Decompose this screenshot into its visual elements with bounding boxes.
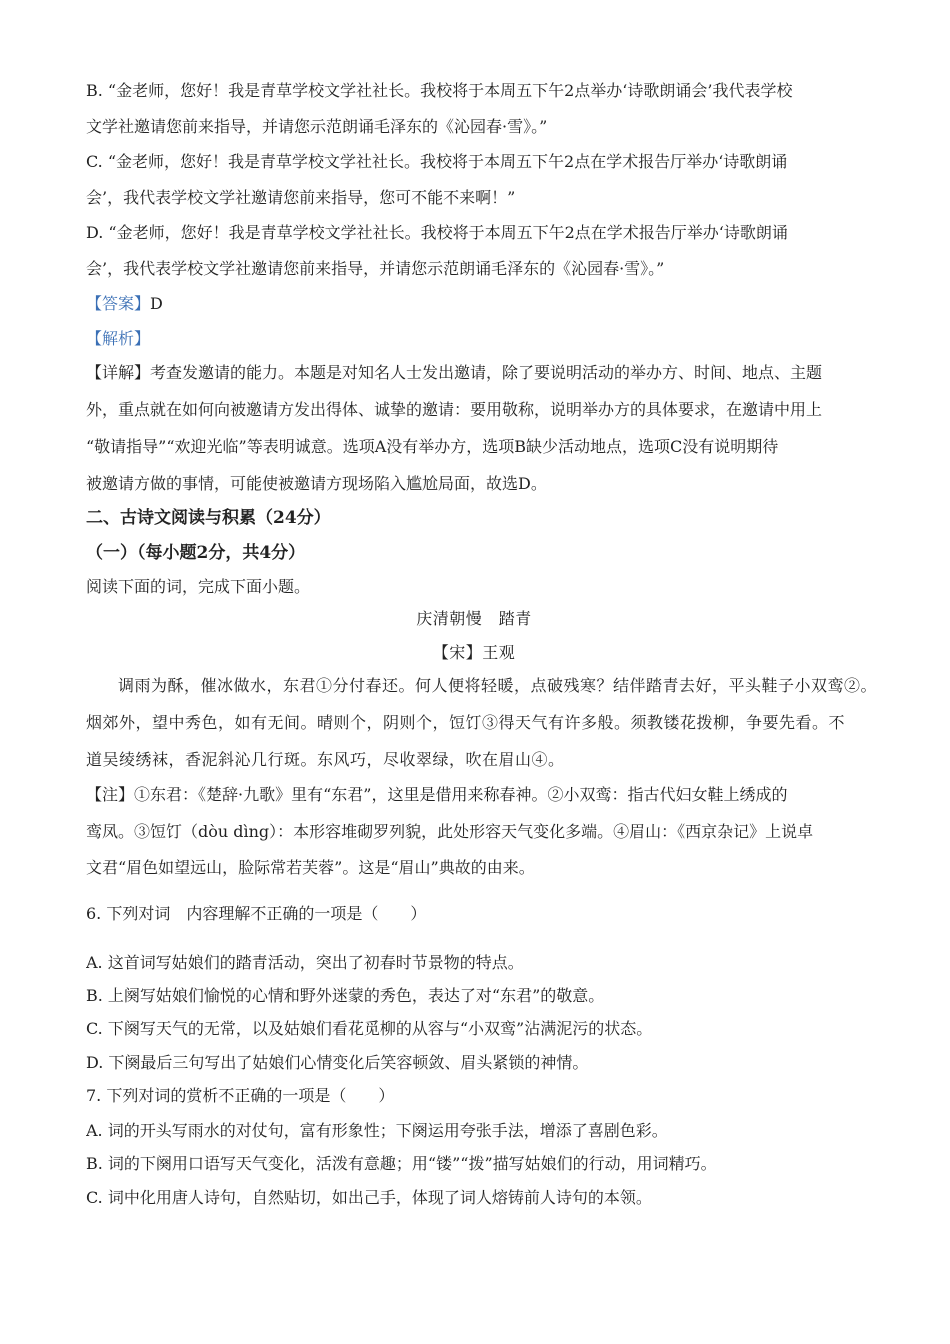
q7-option-b: B. 词的下阕用口语写天气变化，活泼有意趣；用“镂”“拨”描写姑娘们的行动，用词精巧。 (86, 1154, 717, 1173)
section-instruction: 阅读下面的词，完成下面小题。 (86, 577, 311, 596)
q6-stem: 6. 下列对词 内容理解不正确的一项是（ ） (86, 904, 427, 923)
poem-line-3: 道吴绫绣袜，香泥斜沁几行斑。东风巧，尽收翠绿，吹在眉山④。 (86, 750, 565, 769)
answer-value: D (150, 294, 163, 313)
section-subtitle: （一）（每小题2分，共4分） (86, 543, 306, 563)
notes-line-2: 鸾凤。③饾饤（dòu dìng）：本形容堆砌罗列貌，此处形容天气变化多端。④眉山：《西京杂记》上说卓 (86, 822, 814, 841)
detail-line-3: “敬请指导”“欢迎光临”等表明诚意。选项A没有举办方，选项B缺少活动地点，选项C没有说明期待 (86, 437, 779, 456)
option-d-line-2: 会’，我代表学校文学社邀请您前来指导，并请您示范朗诵毛泽东的《沁园春·雪》。” (86, 259, 665, 278)
q6-option-a: A. 这首词写姑娘们的踏青活动，突出了初春时节景物的特点。 (86, 953, 524, 972)
q6-option-b: B. 上阕写姑娘们愉悦的心情和野外迷蒙的秀色，表达了对“东君”的敬意。 (86, 986, 605, 1005)
detail-line-2: 外，重点就在如何向被邀请方发出得体、诚挚的邀请：要用敬称，说明举办方的具体要求，在邀请中用上 (86, 400, 823, 419)
poem-author: 【宋】王观 (432, 643, 516, 662)
q7-option-c: C. 词中化用唐人诗句，自然贴切，如出己手，体现了词人熔铸前人诗句的本领。 (86, 1188, 652, 1207)
section-title: 二、古诗文阅读与积累（24分） (86, 508, 331, 528)
q7-stem: 7. 下列对词的赏析不正确的一项是（ ） (86, 1086, 395, 1105)
analysis-tag: 【解析】 (86, 329, 151, 348)
notes-line-1: 【注】①东君：《楚辞·九歌》里有“东君”，这里是借用来称春神。②小双鸾：指古代妇女鞋上绣成的 (86, 785, 788, 804)
poem-title: 庆清朝慢 踏青 (416, 609, 532, 628)
q6-option-d: D. 下阕最后三句写出了姑娘们心情变化后笑容顿敛、眉头紧锁的神情。 (86, 1053, 589, 1072)
poem-line-1: 调雨为酥，催冰做水，东君①分付春还。何人便将轻暖，点破残寒？结伴踏青去好，平头鞋子小双鸾②。 (118, 676, 878, 695)
option-c-line-1: C. “金老师，您好！我是青草学校文学社社长。我校将于本周五下午2点在学术报告厅举办‘诗歌朗诵 (86, 152, 788, 171)
option-b-line-2: 文学社邀请您前来指导，并请您示范朗诵毛泽东的《沁园春·雪》。” (86, 117, 548, 136)
notes-line-3: 文君“眉色如望远山，脸际常若芙蓉”。这是“眉山”典故的由来。 (86, 858, 535, 877)
option-c-line-2: 会’，我代表学校文学社邀请您前来指导，您可不能不来啊！” (86, 188, 516, 207)
q6-option-c: C. 下阕写天气的无常，以及姑娘们看花觅柳的从容与“小双鸾”沾满泥污的状态。 (86, 1019, 653, 1038)
option-d-line-1: D. “金老师，您好！我是青草学校文学社社长。我校将于本周五下午2点在学术报告厅举办‘诗歌朗诵 (86, 223, 788, 242)
answer-tag: 【答案】 (86, 294, 151, 313)
detail-line-1: 【详解】考查发邀请的能力。本题是对知名人士发出邀请，除了要说明活动的举办方、时间、地点、主题 (86, 363, 823, 382)
poem-line-2: 烟郊外，望中秀色，如有无间。晴则个，阴则个，饾饤③得天气有许多般。须教镂花拨柳，争要先看。不 (86, 713, 846, 732)
detail-line-4: 被邀请方做的事情，可能使被邀请方现场陷入尴尬局面，故选D。 (86, 474, 547, 493)
answer-line (86, 294, 876, 314)
q7-option-a: A. 词的开头写雨水的对仗句，富有形象性；下阕运用夸张手法，增添了喜剧色彩。 (86, 1121, 668, 1140)
option-b-line-1: B. “金老师，您好！我是青草学校文学社社长。我校将于本周五下午2点举办‘诗歌朗诵会’我代表学校 (86, 81, 793, 100)
